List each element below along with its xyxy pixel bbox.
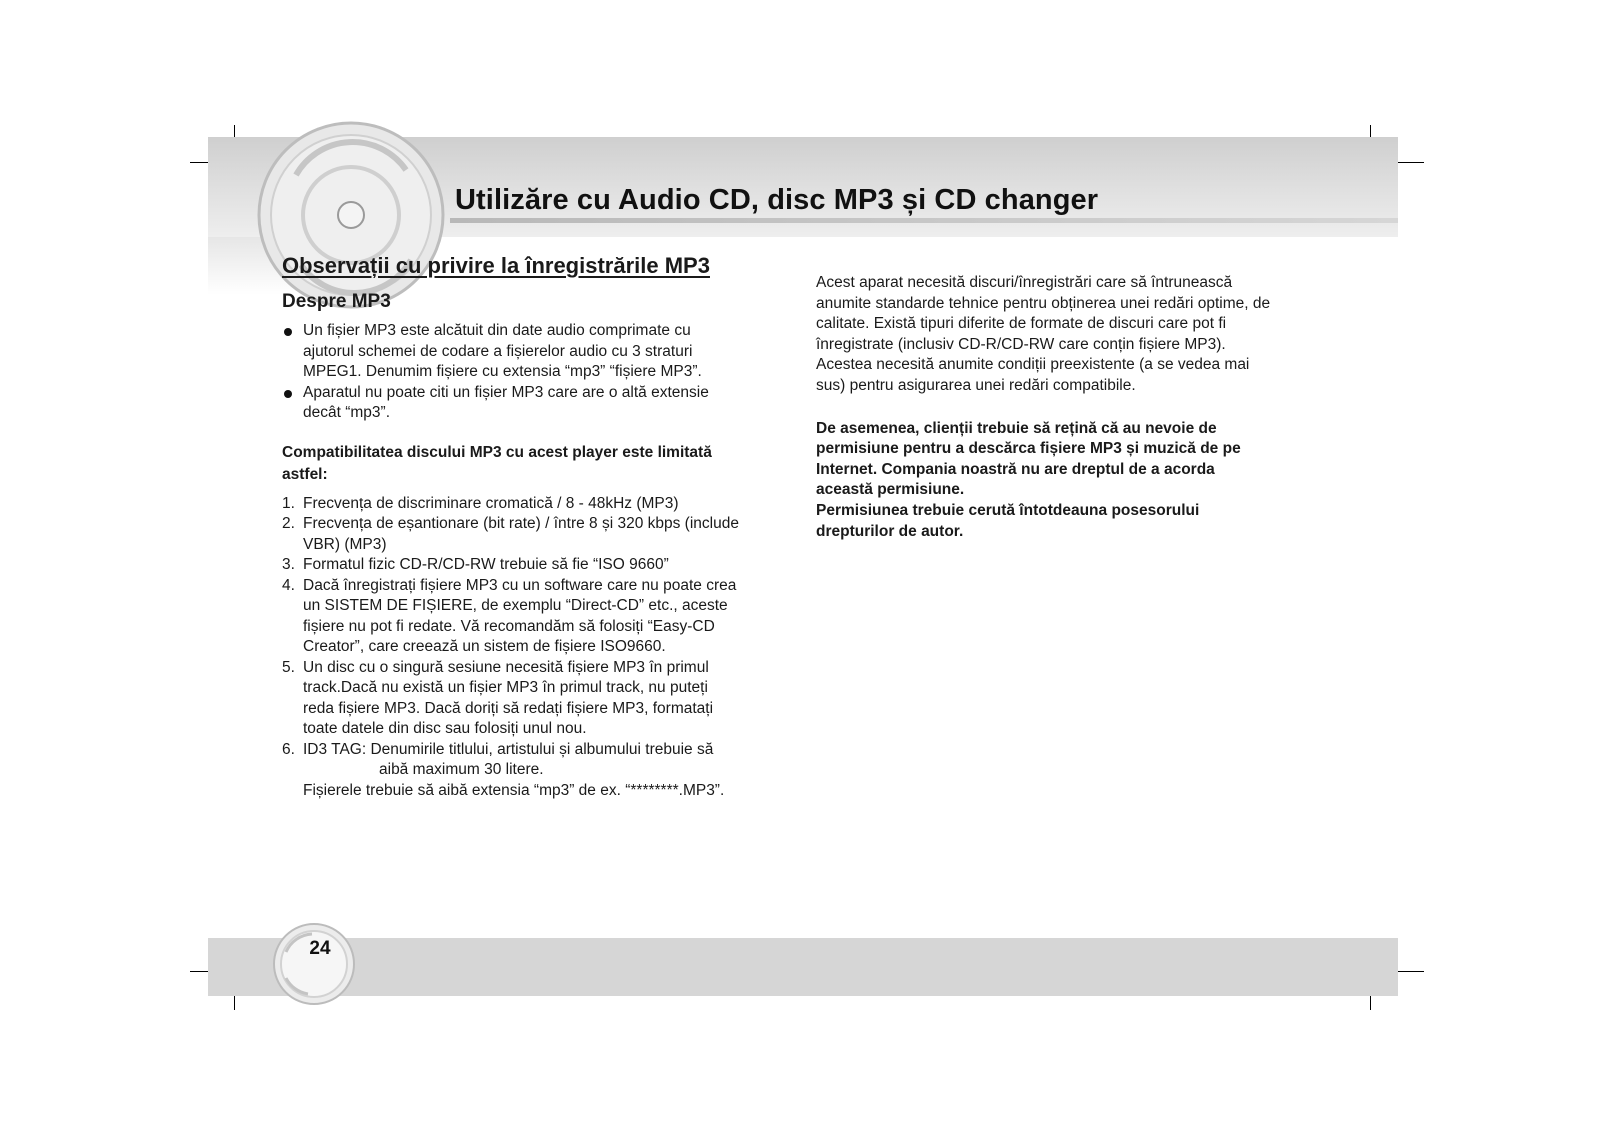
item-number: 6. (282, 740, 295, 758)
text-line: De asemenea, clienții trebuie să rețină că au nevoie de (816, 419, 1217, 437)
subsection-heading: Despre MP3 (282, 291, 391, 312)
item-number: 1. (282, 494, 295, 512)
list-item (282, 576, 792, 658)
numbered-list (282, 494, 792, 802)
text-line: sus) pentru asigurarea unei redări compatibile. (816, 376, 1136, 394)
bullet-dot-icon (284, 390, 292, 398)
text-line: decât “mp3”. (303, 404, 391, 421)
compatibility-heading (282, 442, 792, 486)
item-number: 5. (282, 658, 295, 676)
list-item (282, 555, 792, 576)
text-line: ajutorul schemei de codare a fișierelor audio cu 3 straturi (303, 342, 693, 360)
text-line: calitate. Există tipuri diferite de formate de discuri care pot fi (816, 315, 1227, 333)
page-number-disc-icon (272, 922, 356, 1006)
bullet-item (282, 321, 792, 383)
text-line: astfel: (282, 465, 328, 483)
list-item (282, 740, 792, 802)
text-line: Acestea necesită anumite condiții preexistente (a se vedea mai (816, 356, 1250, 374)
text-line: Formatul fizic CD-R/CD-RW trebuie să fie “ISO 9660” (303, 556, 669, 573)
text-line: VBR) (MP3) (303, 535, 387, 553)
footer-band (208, 938, 1398, 996)
text-line: track.Dacă nu există un fișier MP3 în primul track, nu puteți (303, 679, 708, 696)
text-line: această permisiune. (816, 481, 965, 499)
item-number: 2. (282, 515, 295, 532)
text-line: reda fișiere MP3. Dacă doriți să redați fișiere MP3, formatați (303, 699, 714, 717)
right-column (816, 273, 1336, 542)
header-rule (450, 218, 1398, 223)
intro-paragraph (816, 273, 1336, 397)
text-line: Permisiunea trebuie cerută întotdeauna posesorului (816, 501, 1200, 519)
text-line: Frecvența de discriminare cromatică / 8 - 48kHz (MP3) (303, 494, 679, 512)
bullet-list (282, 321, 792, 424)
text-line: Creator”, care creează un sistem de fișiere ISO9660. (303, 638, 666, 655)
list-item (282, 658, 792, 740)
text-line: toate datele din disc sau folosiți unul nou. (303, 720, 587, 737)
text-line: Aparatul nu poate citi un fișier MP3 care are o altă extensie (303, 383, 709, 401)
text-line: înregistrate (inclusiv CD-R/CD-RW care conțin fișiere MP3). (816, 335, 1226, 353)
text-line: Frecvența de eșantionare (bit rate) / între 8 și 320 kbps (include (303, 515, 739, 532)
text-line: aibă maximum 30 litere. (379, 761, 544, 778)
text-line: Internet. Compania noastră nu are dreptul de a acorda (816, 460, 1215, 478)
page-number: 24 (309, 938, 331, 959)
item-number: 4. (282, 576, 295, 594)
page-title: Utilizăre cu Audio CD, disc MP3 și CD changer (455, 184, 1099, 216)
text-line: MPEG1. Denumim fișiere cu extensia “mp3” “fișiere MP3”. (303, 363, 702, 380)
list-item (282, 514, 792, 555)
text-line: Dacă înregistrați fișiere MP3 cu un software care nu poate crea (303, 576, 737, 594)
text-line: permisiune pentru a descărca fișiere MP3 și muzică de pe (816, 440, 1241, 458)
text-line: drepturilor de autor. (816, 522, 964, 540)
text-line: fișiere nu pot fi redate. Vă recomandăm să folosiți “Easy-CD (303, 617, 715, 635)
list-item (282, 494, 792, 515)
text-line: Un disc cu o singură sesiune necesită fișiere MP3 în primul (303, 658, 709, 676)
text-line: Acest aparat necesită discuri/înregistrări care să întrunească (816, 274, 1233, 291)
bullet-item (282, 383, 792, 424)
text-line: ID3 TAG: Denumirile titlului, artistului și albumului trebuie să (303, 740, 714, 758)
left-column (282, 253, 792, 801)
section-heading: Observații cu privire la înregistrările MP3 (282, 253, 710, 278)
item-number: 3. (282, 556, 295, 573)
text-line: Un fișier MP3 este alcătuit din date audio comprimate cu (303, 322, 691, 339)
text-line: un SISTEM DE FIȘIERE, de exemplu “Direct-CD” etc., aceste (303, 597, 728, 614)
text-line: Fișierele trebuie să aibă extensia “mp3” de ex. “********.MP3”. (303, 781, 725, 799)
text-line: Compatibilitatea discului MP3 cu acest player este limitată (282, 443, 712, 461)
bullet-dot-icon (284, 328, 292, 336)
notice-paragraph (816, 419, 1336, 543)
text-line: anumite standarde tehnice pentru obținerea unei redări optime, de (816, 294, 1271, 312)
